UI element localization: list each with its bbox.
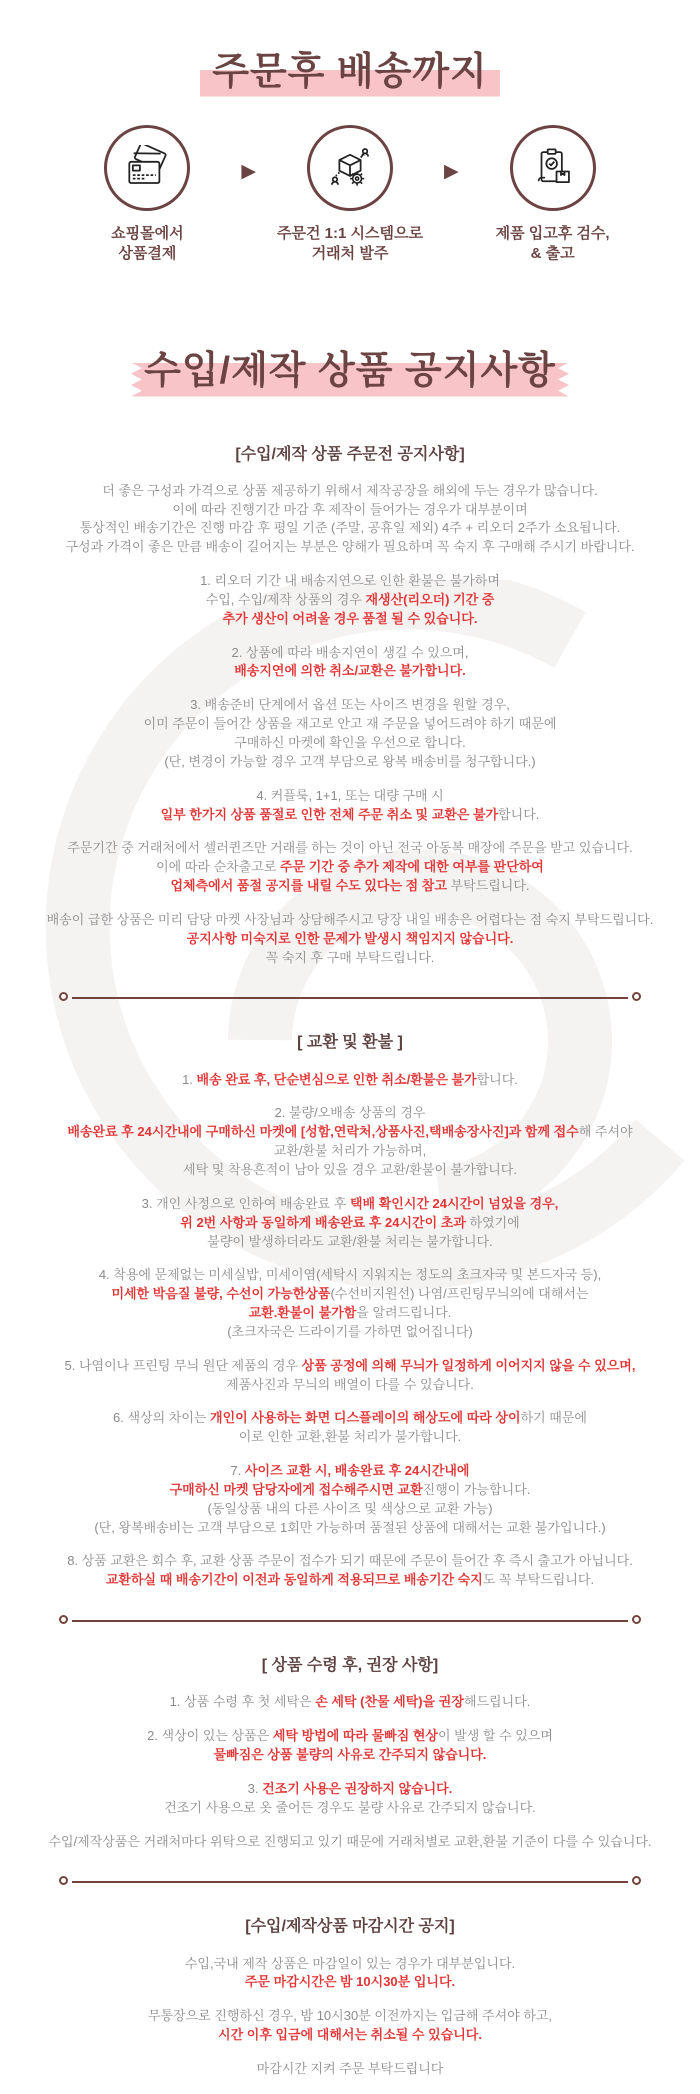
body-text: 4. 착용에 문제없는 미세실밥, 미세이염(세탁시 지워지는 정도의 초크자국 및 본드자국 등), (98, 1267, 602, 1283)
notice-paragraph (0, 1266, 700, 1341)
notice-paragraph (0, 1552, 700, 1590)
step-label: 제품 입고후 검수, & 출고 (495, 225, 610, 263)
body-text: 이미 주문이 들어간 상품을 재고로 안고 재 주문을 넣어드려야 하기 때문에 (143, 716, 557, 732)
section-divider (72, 1620, 628, 1622)
order-system-icon (327, 145, 373, 191)
body-text: 3. 배송준비 단계에서 옵션 또는 사이즈 변경을 원할 경우, (190, 697, 510, 713)
body-text: 구매하신 마켓에 확인을 우선으로 합니다. (234, 734, 466, 750)
body-text: 2. 상품에 따라 배송지연이 생길 수 있으며, (231, 644, 469, 660)
body-text: 마감시간 지켜 주문 부탁드립니다 (256, 2060, 444, 2076)
notice-paragraph (0, 1693, 700, 1712)
emphasis-text: 추가 생산이 어려울 경우 품절 될 수 있습니다. (222, 610, 478, 626)
divider-endpoint-circle (632, 1876, 641, 1885)
body-text: 제품사진과 무늬의 배열이 다를 수 있습니다. (226, 1376, 474, 1392)
notice-paragraph (0, 839, 700, 896)
notice-paragraph (0, 1462, 700, 1537)
body-text: 2. 불량/오배송 상품의 경우 (274, 1105, 426, 1121)
emphasis-text: 택배 확인시간 24시간이 넘었을 경우, (349, 1195, 559, 1211)
divider-endpoint-circle (59, 1615, 68, 1624)
emphasis-text: 건조기 사용은 권장하지 않습니다. (262, 1780, 453, 1796)
body-text: 2. 색상이 있는 상품은 (147, 1728, 273, 1744)
notice-paragraph (0, 2007, 700, 2045)
section-divider (72, 997, 628, 999)
step-label: 주문건 1:1 시스템으로 거래처 발주 (277, 225, 423, 263)
section-heading: [수입/제작상품 마감시간 공지] (245, 1918, 455, 1936)
body-text: 하기 때문에 (520, 1410, 587, 1426)
body-text: (단, 왕복배송비는 고객 부담으로 1회만 가능하며 품절된 상품에 대해서는 교환 불가입니다.) (94, 1519, 606, 1535)
body-text: 이 발생 할 수 있으며 (438, 1728, 553, 1744)
emphasis-text: 구매하신 마켓 담당자에게 접수해주시면 교환 (169, 1481, 423, 1497)
notice-paragraph (0, 1955, 700, 1993)
section-heading: [수입/제작 상품 주문전 공지사항] (235, 445, 465, 463)
body-text: 이에 따라 진행기간 마감 후 제작이 들어가는 경우가 대부분이며 (172, 501, 528, 517)
step-circle (104, 125, 190, 211)
body-text: 3. 개인 사정으로 인하여 배송완료 후 (141, 1195, 350, 1211)
body-text: 이로 인한 교환,환불 처리가 불가합니다. (238, 1429, 462, 1445)
notice-paragraph (0, 2060, 700, 2079)
notice-paragraph (0, 696, 700, 771)
notice-content (0, 443, 700, 2079)
notice-paragraph (0, 1409, 700, 1447)
body-text: 통상적인 배송기간은 진행 마감 후 평일 기준 (주말, 공휴일 제외) 4주 + 리오더 2주가 소요됩니다. (79, 520, 621, 536)
body-text: 교환/환불 처리가 가능하며, (273, 1143, 427, 1159)
body-text: (초크자국은 드라이기를 가하면 없어집니다) (227, 1323, 473, 1339)
notice-paragraph (0, 1104, 700, 1179)
emphasis-text: 배송 완료 후, 단순변심으로 인한 취소/환불은 불가 (196, 1071, 477, 1087)
body-text: 이에 따라 순차출고로 (156, 859, 280, 875)
section-divider (72, 1881, 628, 1883)
notice-paragraph (0, 1071, 700, 1090)
emphasis-text: 물빠짐은 상품 불량의 사유로 간주되지 않습니다. (213, 1747, 487, 1763)
notice-paragraph (0, 1357, 700, 1395)
page-title (0, 40, 700, 95)
body-text: 배송이 급한 상품은 미리 담당 마켓 사장님과 상담해주시고 당장 내일 배송은 어렵다는 점 숙지 부탁드립니다. (46, 911, 654, 927)
emphasis-text: 미세한 박음질 불량, 수선이 가능한상품 (111, 1286, 331, 1302)
body-text: 을 알려드립니다. (356, 1305, 452, 1321)
arrow-right-icon: ▶ (241, 160, 256, 182)
notice-paragraph (0, 787, 700, 825)
body-text: 합니다. (476, 1071, 518, 1087)
emphasis-text: 교환하실 때 배송기간이 이전과 동일하게 적용되므로 배송기간 숙지 (105, 1572, 483, 1588)
body-text: 6. 색상의 차이는 (113, 1410, 211, 1426)
credit-card-icon (124, 145, 170, 191)
body-text: 부탁드립니다. (450, 878, 530, 894)
emphasis-text: 재생산(리오더) 기간 중 (365, 591, 495, 607)
emphasis-text: 위 2번 사항과 동일하게 배송완료 후 24시간이 초과 (180, 1214, 470, 1230)
body-text: (단, 변경이 가능할 경우 고객 부담으로 왕복 배송비를 청구합니다.) (164, 753, 536, 769)
body-text: 8. 상품 교환은 회수 후, 교환 상품 주문이 접수가 되기 때문에 주문이 들어간 후 즉시 출고가 아닙니다. (67, 1553, 633, 1569)
body-text: 꼭 숙지 후 구매 부탁드립니다. (265, 949, 435, 965)
body-text: 4. 커플룩, 1+1, 또는 대량 구매 시 (256, 787, 444, 803)
emphasis-text: 일부 한가지 상품 품절로 인한 전체 주문 취소 및 교환은 불가 (160, 806, 499, 822)
body-text: 3. (247, 1780, 263, 1796)
body-text: 불량이 발생하더라도 교환/환불 처리는 불가합니다. (207, 1233, 493, 1249)
step-inspection (463, 125, 643, 265)
body-text: 무통장으로 진행하신 경우, 밤 10시30분 이전까지는 입금해 주셔야 하고, (147, 2008, 553, 2024)
body-text: 1. (182, 1071, 197, 1087)
step-circle (510, 125, 596, 211)
notice-paragraph (0, 1780, 700, 1818)
notice-paragraph (0, 1833, 700, 1852)
body-text: 진행이 가능합니다. (422, 1481, 531, 1497)
body-text: 해 주셔야 (578, 1124, 633, 1140)
divider-endpoint-circle (59, 992, 68, 1001)
body-text: (동일상품 내의 다른 사이즈 및 색상으로 교환 가능) (207, 1500, 493, 1516)
inspection-shipping-icon (530, 145, 576, 191)
emphasis-text: 주문 마감시간은 밤 10시30분 입니다. (244, 1974, 456, 1990)
body-text: 세탁 및 착용흔적이 남아 있을 경우 교환/환불이 불가합니다. (183, 1161, 517, 1177)
notice-title: 수입/제작 상품 공지사항 (0, 339, 700, 397)
emphasis-text: 업체측에서 품절 공지를 내릴 수도 있다는 점 참고 (170, 878, 451, 894)
body-text: 수입,국내 제작 상품은 마감일이 있는 경우가 대부분입니다. (184, 1955, 516, 1971)
emphasis-text: 손 세탁 (찬물 세탁)을 권장 (315, 1694, 464, 1710)
notice-paragraph (0, 644, 700, 682)
section-heading: [ 상품 수령 후, 권장 사항] (261, 1657, 439, 1675)
body-text: 해드립니다. (463, 1694, 531, 1710)
body-text: 수입, 수입/제작 상품의 경우 (205, 591, 366, 607)
notice-paragraph (0, 482, 700, 557)
step-label: 쇼핑몰에서 상품결제 (111, 225, 184, 263)
emphasis-text: 교환.환불이 불가함 (248, 1305, 357, 1321)
order-process-steps (0, 125, 700, 265)
step-order-system (260, 125, 440, 265)
divider-endpoint-circle (59, 1876, 68, 1885)
body-text: 7. (230, 1463, 245, 1479)
page-title-highlight: 주문후 배송까지 (200, 51, 500, 98)
arrow-right-icon: ▶ (444, 160, 459, 182)
divider-endpoint-circle (632, 992, 641, 1001)
body-text: 1. 상품 수령 후 첫 세탁은 (169, 1694, 316, 1710)
emphasis-text: 세탁 방법에 따라 물빠짐 현상 (272, 1728, 438, 1744)
emphasis-text: 배송지연에 의한 취소/교환은 불가합니다. (234, 663, 466, 679)
notice-paragraph (0, 1727, 700, 1765)
body-text: 합니다. (498, 806, 540, 822)
emphasis-text: 공지사항 미숙지로 인한 문제가 발생시 책임지지 않습니다. (186, 930, 514, 946)
step-payment (57, 125, 237, 265)
body-text: 건조기 사용으로 옷 줄어든 경우도 불량 사유로 간주되지 않습니다. (164, 1799, 536, 1815)
emphasis-text: 개인이 사용하는 화면 디스플레이의 해상도에 따라 상이 (210, 1410, 521, 1426)
emphasis-text: 시간 이후 입금에 대해서는 취소될 수 있습니다. (218, 2027, 482, 2043)
body-text: (수선비지원선) 나염/프린팅무늬의에 대해서는 (330, 1286, 589, 1302)
body-text: 하였기에 (469, 1214, 520, 1230)
section-heading: [ 교환 및 환불 ] (297, 1034, 403, 1052)
body-text: 구성과 가격이 좋은 만큼 배송이 길어지는 부분은 양해가 필요하며 꼭 숙지 후 구매해 주시기 바랍니다. (65, 539, 635, 555)
divider-endpoint-circle (632, 1615, 641, 1624)
emphasis-text: 상품 공정에 의해 무늬가 일정하게 이어지지 않을 수 있으며, (301, 1357, 636, 1373)
notice-paragraph (0, 1195, 700, 1252)
body-text: 수입/제작상품은 거래처마다 위탁으로 진행되고 있기 때문에 거래처별로 교환,환불 기준이 다를 수 있습니다. (48, 1833, 652, 1849)
emphasis-text: 사이즈 교환 시, 배송완료 후 24시간내에 (244, 1463, 470, 1479)
emphasis-text: 배송완료 후 24시간내에 구매하신 마켓에 [성함,연락처,상품사진,택배송장사진]과 함께 접수 (67, 1124, 579, 1140)
notice-paragraph (0, 572, 700, 629)
step-circle (307, 125, 393, 211)
body-text: 5. 나염이나 프린팅 무늬 원단 제품의 경우 (64, 1357, 302, 1373)
notice-paragraph (0, 911, 700, 968)
body-text: 도 꼭 부탁드립니다. (482, 1572, 595, 1588)
body-text: 1. 리오더 기간 내 배송지연으로 인한 환불은 불가하며 (200, 573, 500, 589)
emphasis-text: 주문 기간 중 추가 제작에 대한 여부를 판단하여 (279, 859, 544, 875)
body-text: 더 좋은 구성과 가격으로 상품 제공하기 위해서 제작공장을 해외에 두는 경우가 많습니다. (102, 482, 598, 498)
body-text: 주문기간 중 거래처에서 셀러퀸즈만 거래를 하는 것이 아닌 전국 아동복 매장에 주문을 받고 있습니다. (67, 840, 633, 856)
